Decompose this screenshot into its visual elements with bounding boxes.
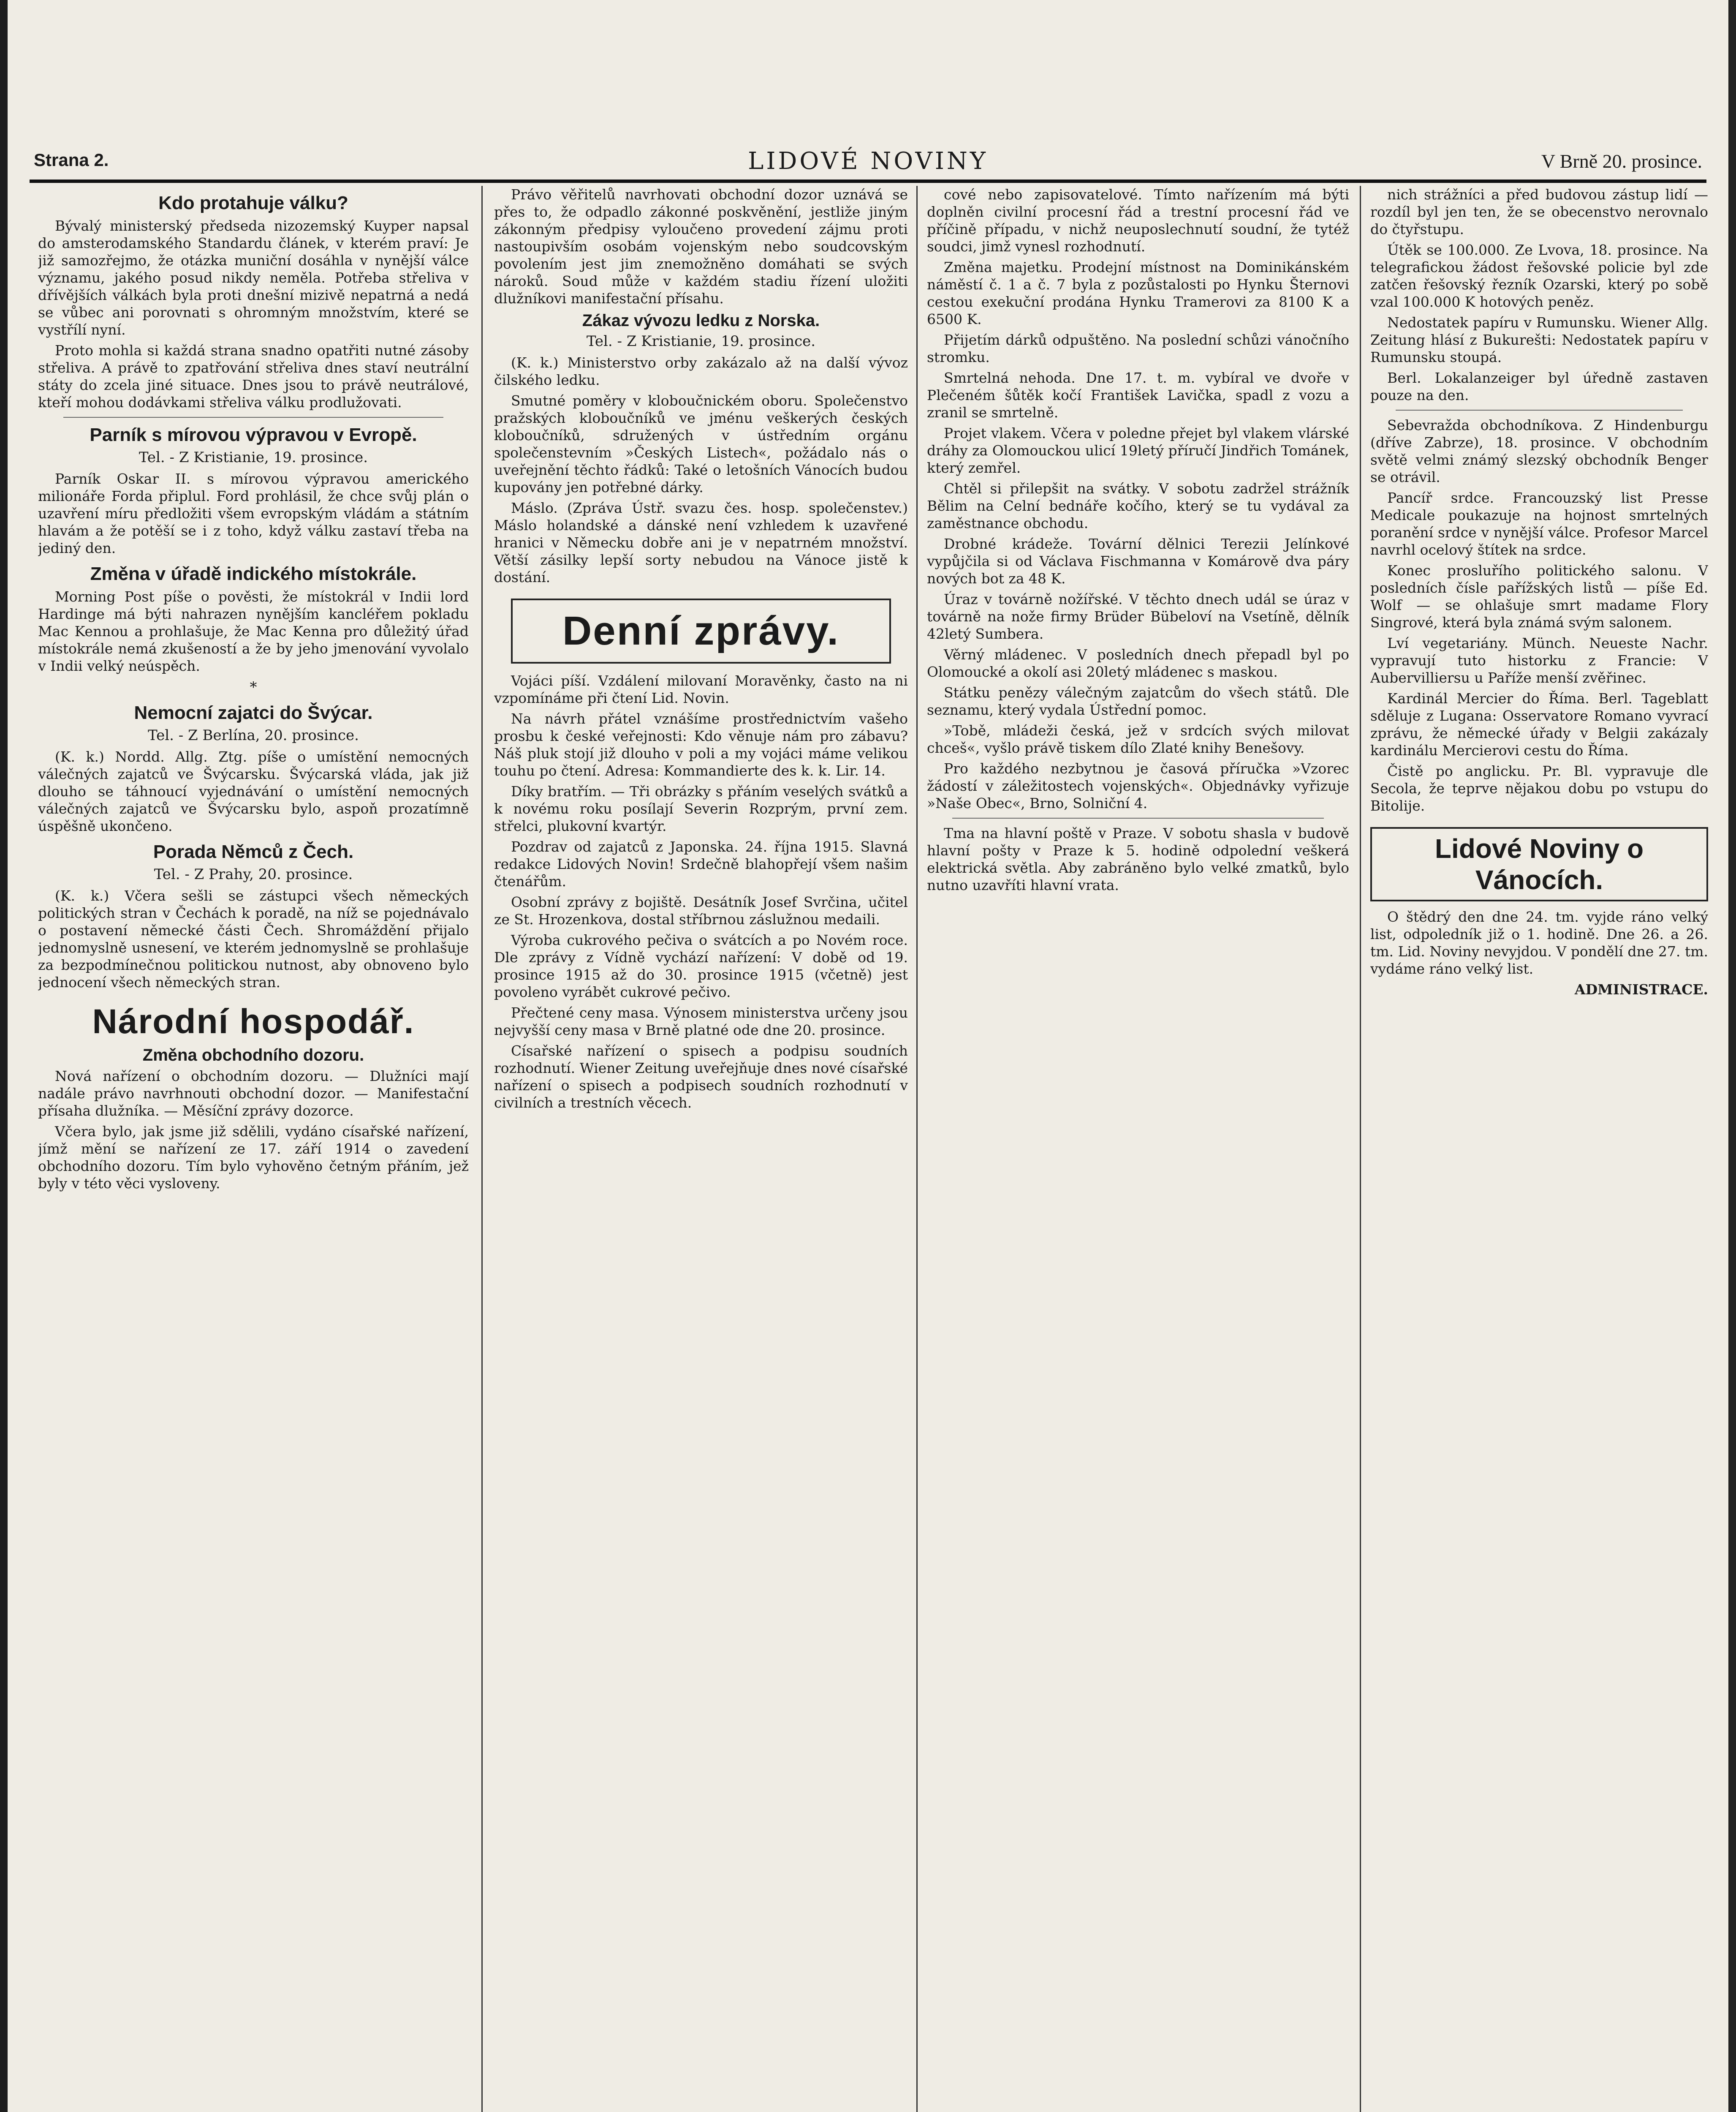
column-divider	[916, 186, 918, 2112]
article-paragraph: Výroba cukrového pečiva o svátcích a po Novém roce. Dle zprávy z Vídně vychází nařízení: V době od 19. prosince 1915 až do 30. prosince 1915 (včetně) jest povoleno vyrábět cukrové pečivo.	[494, 932, 908, 1000]
article-headline: Změna obchodního dozoru.	[142, 1046, 364, 1064]
article-paragraph: Sebevražda obchodníkova. Z Hindenburgu (dříve Zabrze), 18. prosince. V obchodním světě velmi známý slezský obchodník Benger se otrávil.	[1370, 417, 1708, 485]
article-paragraph: nich strážníci a před budovou zástup lidí — rozdíl byl jen ten, že se obecenstvo nerovnalo do čtyřstupu.	[1370, 186, 1708, 237]
article-paragraph: Osobní zprávy z bojiště. Desátník Josef Svrčina, učitel ze St. Hrozenkova, dostal stříbrnou záslužnou medaili.	[494, 894, 908, 928]
article-paragraph: Parník Oskar II. s mírovou výpravou amerického milionáře Forda připlul. Ford prohlásil, že chce svůj plán o uzavření míru předložiti všem evropským vládám a státním hlavám a že potěší se i z toho, když válku zastaví třeba na jediný den.	[38, 471, 469, 556]
column-divider	[481, 186, 483, 2112]
page-header	[34, 147, 1702, 180]
column-2	[494, 186, 908, 2112]
section-headline: Denní zprávy.	[511, 599, 891, 664]
article-dateline: Tel. - Z Prahy, 20. prosince.	[154, 866, 353, 883]
article-paragraph: Kardinál Mercier do Říma. Berl. Tageblatt sděluje z Lugana: Osservatore Romano vyvrací zprávu, že německé úřady v Belgii zakázaly kardinálu Mercierovi cestu do Říma.	[1370, 690, 1708, 759]
article-paragraph: O štědrý den dne 24. tm. vyjde ráno velký list, odpoledník již o 1. hodině. Dne 26. a 26. tm. Lid. Noviny nevyjdou. V pondělí dne 27. tm. vydáme ráno velký list.	[1370, 909, 1708, 977]
masthead-title: LIDOVÉ NOVINY	[748, 147, 988, 175]
notice-headline: Lidové Noviny o Vánocích.	[1370, 827, 1708, 901]
separator	[63, 417, 443, 418]
article-dateline: Tel. - Z Kristianie, 19. prosince.	[586, 333, 816, 350]
article-paragraph: Čistě po anglicku. Pr. Bl. vypravuje dle Secola, že teprve nějakou dobu po vstupu do Bitolije.	[1370, 763, 1708, 814]
article-paragraph: (K. k.) Včera sešli se zástupci všech německých politických stran v Čechách k poradě, na níž se pojednávalo o postavení německé části Čech. Shromáždění přijalo jednomyslně usnesení, ve kterém jednomyslně se prohlašuje za bezpodmínečnou politickou nutnost, aby obnoveno bylo jednocení všech německých stran.	[38, 887, 469, 991]
article-paragraph: Úraz v továrně nožířské. V těchto dnech udál se úraz v továrně na nože firmy Brüder Bübeloví na Vsetíně, dělník 42letý Sumbera.	[927, 591, 1349, 642]
signature: ADMINISTRACE.	[1574, 981, 1708, 998]
article-headline: Zákaz vývozu ledku z Norska.	[582, 311, 820, 330]
article-paragraph: Morning Post píše o pověsti, že místokrál v Indii lord Hardinge má býti nahrazen nynějším kancléřem pokladu Mac Kennou a prohlašuje, že Mac Kenna pro důležitý úřad místokrále nemá zkušeností a že by jeho jmenování vyvolalo v Indii velký neúspěch.	[38, 588, 469, 674]
article-paragraph: Císařské nařízení o spisech a podpisu soudních rozhodnutí. Wiener Zeitung uveřejňuje dnes nové císařské nařízení o spisech a podpisech soudních rozhodnutí v civilních a trestních věcech.	[494, 1042, 908, 1111]
article-paragraph: (K. k.) Nordd. Allg. Ztg. píše o umístění nemocných válečných zajatců ve Švýcarsku. Švýcarská vláda, jak již dlouho se táhnoucí vyjednávání o umístění nemocných válečných zajatců ve Švýcarsku bylo, aspoň prozatímně úspěšně ukončeno.	[38, 748, 469, 834]
article-paragraph: Konec prosluřího politického salonu. V posledních čísle pařížských listů — píše Ed. Wolf — se ohlašuje smrt madame Flory Singrové, která byla známá svým salonem.	[1370, 562, 1708, 631]
article-paragraph: Máslo. (Zpráva Ústř. svazu čes. hosp. společenstev.) Máslo holandské a dánské není vzhledem k uzavřené hranici v Německu dobře ani je v nepatrném množství. Větší zásilky lepší sorty nebudou na Vánoce jistě k dostání.	[494, 500, 908, 585]
dateline: V Brně 20. prosince.	[1541, 150, 1702, 172]
article-dateline: Tel. - Z Kristianie, 19. prosince.	[139, 449, 368, 466]
article-paragraph: Projet vlakem. Včera v poledne přejet byl vlakem vlárské dráhy za Olomouckou ulicí 19letý příručí Jindřich Tománek, který zemřel.	[927, 425, 1349, 476]
article-paragraph: Pancíř srdce. Francouzský list Presse Medicale poukazuje na hojnost smrtelných poranění srdce v nynější válce. Profesor Marcel navrhl ocelový štítek na srdce.	[1370, 490, 1708, 558]
column-1	[38, 186, 469, 2112]
article-paragraph: Berl. Lokalanzeiger byl úředně zastaven pouze na den.	[1370, 370, 1708, 403]
article-paragraph: Tma na hlavní poště v Praze. V sobotu shasla v budově hlavní pošty v Praze k 5. hodině odpolední veškerá elektrická světla. Aby zabráněno bylo velké zmatků, bylo nutno uzavříti hlavní vrata.	[927, 825, 1349, 893]
article-headline: Porada Němců z Čech.	[153, 841, 354, 862]
article-paragraph: Díky bratřím. — Tři obrázky s přáním veselých svátků a k novému roku posílají Severin Rozprým, první zem. střelci, plukovní kvartýr.	[494, 783, 908, 834]
separator	[1396, 410, 1683, 411]
article-paragraph: Vojáci píší. Vzdálení milovaní Moravěnky, často na ni vzpomínáme při čtení Lid. Novin.	[494, 672, 908, 706]
article-paragraph: Pozdrav od zajatců z Japonska. 24. října 1915. Slavná redakce Lidových Novin! Srdečně blahopřejí všem našim čtenářům.	[494, 838, 908, 890]
article-paragraph: Státku penězy válečným zajatcům do všech států. Dle seznamu, který vydala Ústřední pomoc.	[927, 684, 1349, 718]
article-headline: Změna v úřadě indického místokrále.	[90, 563, 417, 584]
article-paragraph: Věrný mládenec. V posledních dnech přepadl byl po Olomoucké a okolí asi 20letý mládenec s maskou.	[927, 646, 1349, 680]
article-paragraph: Útěk se 100.000. Ze Lvova, 18. prosince. Na telegrafickou žádost řešovské policie byl zde zatčen řešovský řezník Ozarski, který po sobě vzal 100.000 K hotových peněz.	[1370, 242, 1708, 310]
article-paragraph: »Tobě, mládeži česká, jež v srdcích svých milovat chceš«, vyšlo právě tiskem dílo Zlaté knihy Benešovy.	[927, 722, 1349, 756]
article-paragraph: (K. k.) Ministerstvo orby zakázalo až na další vývoz čilského ledku.	[494, 354, 908, 388]
article-paragraph: Smutné poměry v kloboučnickém oboru. Společenstvo pražských kloboučníků ve jménu veškerých českých kloboučníků, sdružených v ústředním orgánu společenstevním »Českých Listech«, požádalo nás o uveřejnění těchto řádků: Také o letošních Vánocích budou kupovány jen potřebné dárky.	[494, 392, 908, 495]
article-paragraph: Včera bylo, jak jsme již sdělili, vydáno císařské nařízení, jímž mění se nařízení ze 17. září 1914 o zavedení obchodního dozoru. Tím bylo vyhověno četným přáním, jež byly v této věci vysloveny.	[38, 1123, 469, 1192]
column-4	[1370, 186, 1708, 2112]
article-paragraph: Pro každého nezbytnou je časová příručka »Vzorec žádostí v záležitostech vojenských«. Objednávky vyřizuje »Naše Obec«, Brno, Solniční 4.	[927, 760, 1349, 811]
article-paragraph: Nová nařízení o obchodním dozoru. — Dlužníci mají nadále právo navrhnouti obchodní dozor. — Manifestační přísaha dlužníka. — Měsíční zprávy dozorce.	[38, 1068, 469, 1119]
page-number: Strana 2.	[34, 150, 109, 170]
article-paragraph: Na návrh přátel vznášíme prostřednictvím vašeho prosbu k české veřejnosti: Kdo věnuje nám pro zábavu? Náš pluk stojí již dlouho v poli a my vojáci máme velikou touhu po čtení. Adresa: Kommandierte des k. k. Lir. 14.	[494, 710, 908, 779]
article-paragraph: Změna majetku. Prodejní místnost na Dominikánském náměstí č. 1 a č. 7 byla z pozůstalosti po Hynku Šternovi cestou exekuční prodána Hynku Tramerovi za 8100 K a 6500 K.	[927, 259, 1349, 327]
article-headline: Nemocní zajatci do Švýcar.	[134, 702, 373, 723]
article-paragraph: Přečtené ceny masa. Výnosem ministerstva určeny jsou nejvyšší ceny masa v Brně platné ode dne 20. prosince.	[494, 1004, 908, 1038]
scan-edge	[1728, 0, 1736, 2112]
separator	[952, 818, 1324, 819]
article-headline: Kdo protahuje válku?	[158, 193, 348, 213]
article-paragraph: Chtěl si přilepšit na svátky. V sobotu zadržel strážník Bělim na Celní bednáře kočího, který se tu vydával za zaměstnance obchodu.	[927, 480, 1349, 531]
article-headline: Parník s mírovou výpravou v Evropě.	[90, 425, 417, 445]
section-headline: Národní hospodář.	[92, 1002, 415, 1041]
header-rule	[30, 180, 1706, 183]
section-star: *	[250, 679, 257, 696]
article-paragraph: Lví vegetariány. Münch. Neueste Nachr. vypravují tuto historku z Francie: V Aubervilliersu u Paříže menší zvěřinec.	[1370, 635, 1708, 686]
column-3	[927, 186, 1349, 2112]
article-paragraph: Přijetím dárků odpuštěno. Na poslední schůzi vánočního stromku.	[927, 332, 1349, 365]
column-divider	[1360, 186, 1361, 2112]
article-paragraph: Bývalý ministerský předseda nizozemský Kuyper napsal do amsterodamského Standardu článek, v kterém praví: Je již samozřejmo, že otázka muniční dosáhla v nynější válce významu, jakého posud nikdy neměla. Potřeba střeliva v dřívějších válkách byla proti dnešní mizivě nepatrná a nedá se vůbec ani porovnati s ohromným množstvím, které se vystřílí nyní.	[38, 218, 469, 338]
article-paragraph: cové nebo zapisovatelové. Tímto nařízením má býti doplněn civilní procesní řád a trestní procesní řád ve příčině případu, v nichž neuposlechnutí soudní, že tytéž soudci, jimž vynesl rozhodnutí.	[927, 186, 1349, 255]
article-paragraph: Smrtelná nehoda. Dne 17. t. m. vybíral ve dvoře v Plečeném šůtěk kočí František Lavička, spadl z vozu a zranil se smrtelně.	[927, 370, 1349, 421]
article-paragraph: Drobné krádeže. Tovární dělnici Terezii Jelínkové vypůjčila si od Václava Fischmanna v Komárově dva páry nových bot za 48 K.	[927, 536, 1349, 587]
article-dateline: Tel. - Z Berlína, 20. prosince.	[148, 727, 359, 744]
article-paragraph: Právo věřitelů navrhovati obchodní dozor uznává se přes to, že odpadlo zákonné poskvěnění, jestliže jiným zákonným předpisy vyloučeno provedení zájmu proti nastoupivším osobám vojenským nebo soudcovským povolením jest jim znemožněno domáhati se svých nároků. Soud může v každém stadiu řízení uložiti dlužníkovi manifestační přísahu.	[494, 186, 908, 307]
article-paragraph: Proto mohla si každá strana snadno opatřiti nutné zásoby střeliva. A právě to zpatřování střeliva dnes staví neutrální státy do zcela jiné situace. Dnes jsou to právě neutrálové, kteří mohou dodávkami střeliva válku prodlužovati.	[38, 342, 469, 411]
article-paragraph: Nedostatek papíru v Rumunsku. Wiener Allg. Zeitung hlásí z Bukurešti: Nedostatek papíru v Rumunsku stoupá.	[1370, 314, 1708, 365]
